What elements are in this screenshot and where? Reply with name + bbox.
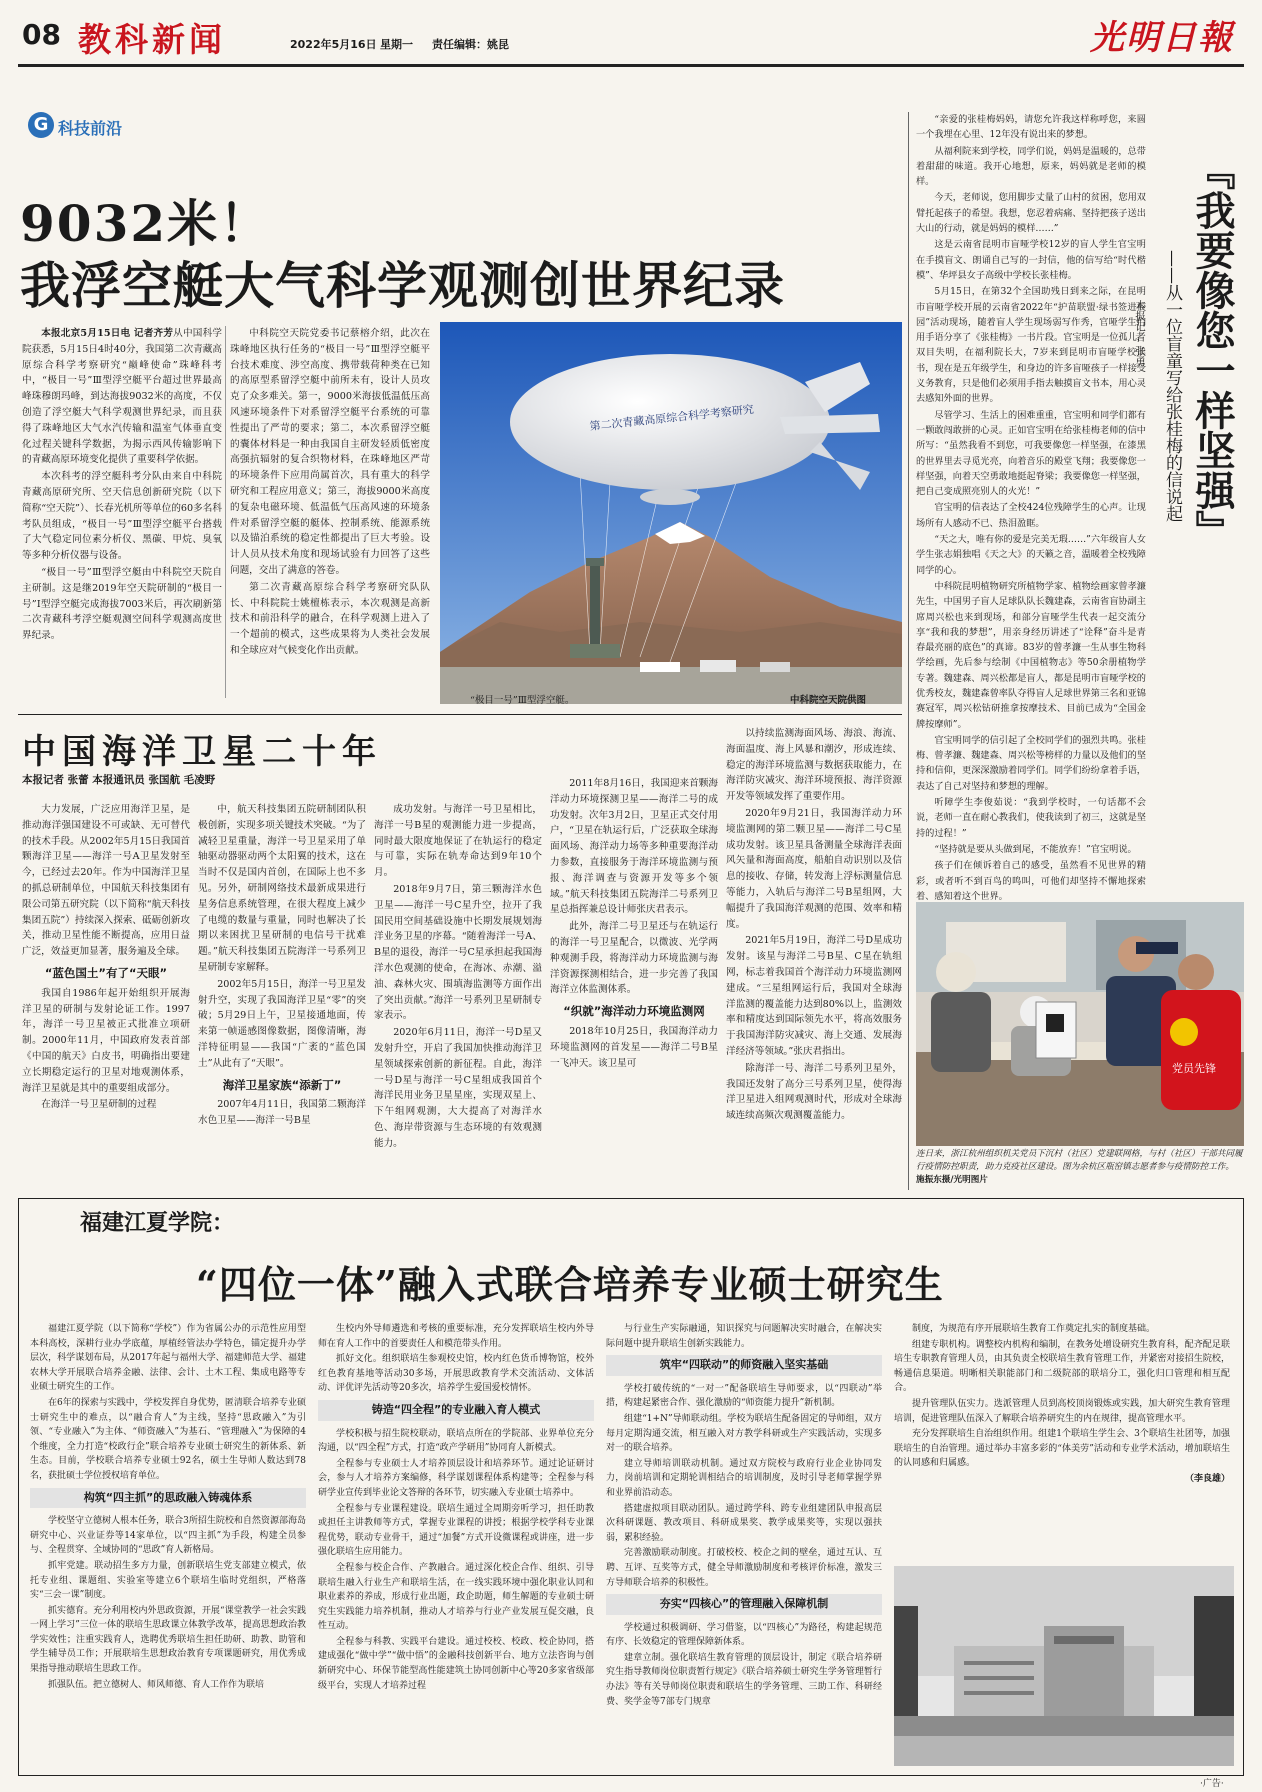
- article2-p14: 2020年9月21日，我国海洋动力环境监测网的第二颗卫星——海洋二号C星成功发射。该卫星具备测量全球海洋表面风矢量和海面高度，船舶自动识别以及信息的接收、存储，转发海上浮标测量信息等能力，入轨后与海洋二号B星组网，大幅提升了我国海洋观测的范围、效率和精度。: [726, 807, 902, 930]
- ad-p16: 组建“1+N”导师联动组。学校为联培生配备固定的导师组，双方每月定期沟通交流，相互融入对方教学科研或生产实践活动，实现多对一的联合培养。: [606, 1413, 882, 1454]
- article2-p3: 在海洋一号卫星研制的过程: [41, 1099, 157, 1111]
- ad-p5: 抓实德育。充分利用校内外思政资源，开展“课堂教学一社会实践一网上学习”三位一体的联培生思政课立体教学改革，提高思想政治教学实效性；注重实践育人，选聘优秀联培生担任助研、助教、助管和学生辅导员工作；开展联培生思想政治教育专项课题研究，用优秀成果指导推动联培生思政工作。: [30, 1605, 306, 1675]
- article1-p3: “极目一号”Ⅲ型浮空艇由中科院空天院自主研制。这是继2019年空天院研制的“极目一号”Ⅰ型浮空艇完成海拔7003米后，再次刷新第二次青藏科考浮空艇观测空间科学观测高度世界纪录。: [22, 566, 222, 642]
- article3-p4: 这是云南省昆明市盲哑学校12岁的盲人学生官宝明在手摸盲文、朗诵自己写的一封信，他的信写给“时代楷模”、华坪县女子高级中学校长张桂梅。: [916, 239, 1146, 281]
- article1-lead: 本报北京5月15日电 记者齐芳: [41, 328, 174, 339]
- article2-p7: 成功发射。与海洋一号卫星相比，海洋一号B星的观测能力进一步提高，同时最大限度地保证了在轨运行的稳定与可靠，实际在轨寿命达到9年10个月。: [374, 804, 542, 879]
- ad-p17: 建立导师培训联动机制。通过双方院校与政府行业企业协同发力，岗前培训和定期轮训相结合的培训制度，及时引导老师掌握学界和业界前沿动态。: [606, 1458, 882, 1498]
- article2-title: 中国海洋卫星二十年: [22, 732, 382, 772]
- ad-p8: 抓好文化。组织联培生参观校史馆，校内红色货币博物馆，校外红色教育基地等活动30多场，开展思政教育学术交流活动、文体活动、评优评先活动等20多次，培养学生爱国爱校情怀。: [318, 1354, 594, 1394]
- article3-body: [916, 112, 1146, 902]
- article3-p1: “亲爱的张桂梅妈妈，请您允许我这样称呼您，来圆一个我埋在心里、12年没有说出来的梦想。: [916, 114, 1146, 141]
- ad-column-2: [318, 1322, 594, 1766]
- section-title: 教科新闻: [78, 20, 226, 59]
- article3-byline: 本报记者 张勇: [1134, 300, 1146, 367]
- masthead-weekday: 星期一: [380, 38, 413, 51]
- ad-label: ·广告·: [1200, 1779, 1224, 1789]
- ad-kicker: 福建江夏学院：: [80, 1211, 235, 1236]
- article2-p2: 我国自1986年起开始组织开展海洋卫星的研制与发射论证工作。1997年，海洋一号卫星被正式批准立项研制。2000年11月，中国政府发表首部《中国的航天》白皮书，明确指出要建立长期稳定运行的卫星对地观测体系，海洋卫星就是其中的重要组成部分。: [22, 987, 190, 1094]
- ad-p24: 提升管理队伍实力。选派管理人员到高校顶岗锻炼或实践，加大研究生教育管理培训，促进管理队伍深入了解联合培养研究生的内在规律，提高管理水平。: [894, 1398, 1230, 1424]
- ad-p10: 全程参与专业硕士人才培养顶层设计和培养环节。通过论证研讨会，参与人才培养方案编修，科学谋划课程体系构建等；全程参与科研学业宣传到毕业论文答辩的各环节，切实融入专业硕士培养中。: [318, 1458, 594, 1498]
- masthead-editor: 责任编辑：姚昆: [432, 38, 509, 51]
- article2-p13: 以持续监测海面风场、海浪、海流、海面温度、海上风暴和潮汐，形成连续、稳定的海洋环境监测与数据获取能力，在海洋防灾减灾、海洋环境预报、海洋资源开发等领域发挥了重要作用。: [726, 728, 902, 803]
- g-logo-icon: G: [28, 112, 54, 138]
- article2-p4: 中，航天科技集团五院研制团队积极创新，实现多项关键技术突破。“为了减轻卫星重量，海洋一号卫星采用了单轴驱动器驱动两个太阳翼的技术，这在当时不仅是国内首创，在国际上也不多见。另外，研制网络技术最新成果进行星务信息系统管理，在很大程度上减少了电缆的数量与重量，同时也解决了长期以来困扰卫星研制的电信号干扰难题。”航天科技集团五院海洋一号系列卫星研制专家解释。: [198, 804, 366, 973]
- ad-p9: 学校积极与招生院校联动，联培点所在的学院部、业界单位充分沟通，以“四全程”方式，打造“政产学研用”协同育人新模式。: [318, 1428, 594, 1454]
- airship-credit: 中科院空天院供图: [790, 695, 867, 706]
- article1-column-1: [22, 326, 222, 698]
- page-number: 08: [22, 18, 61, 51]
- article3-p10: 官宝明同学的信引起了全校同学们的强烈共鸣。张桂梅、曾孝濂、魏建森、周兴松等榜样的力量以及他们的坚持和信仰，更深深激励着同学们。同学们纷纷拿着手语，表达了自己对坚持和梦想的理解。: [916, 734, 1146, 792]
- ad-p4: 抓牢党建。联动招生多方力量，创新联培生党支部建立模式，依托专业组、课题组、实验室等建立6个联培生临时党组织，严格落实“三会一课”制度。: [30, 1560, 306, 1601]
- article3-subtitle: ——从一位盲童写给张桂梅的信说起: [1162, 250, 1182, 522]
- article1-p4: 中科院空天院党委书记蔡榕介绍，此次在珠峰地区执行任务的“极目一号”Ⅲ型浮空艇平台技术难度、涉空高度、携带载荷种类在已知的高原型系留浮空艇中前所未有，设计人员攻克了众多难关。第一，9000米海拔低温低压高风速环境条件下对系留浮空艇平台系统的可靠性提出了严苛的要求；第二，本次系留浮空艇的囊体材料是一种由我国自主研发轻质低密度高强抗辐射的复合织物材料，在珠峰地区严苛的环境条件下应用尚属首次，具有重大的科学研究和工程应用意义；第三，海拔9000米高度的复杂电磁环境、低温低气压高风速的环境条件对系留浮空艇的艇体、控制系统、能源系统以及锚泊系统的稳定性都提出了巨大考验。设计人员从技术角度和现场试验有力回答了这些问题，交出了满意的答卷。: [230, 328, 430, 576]
- article3-title: 『我要像您一样坚强』: [1189, 150, 1236, 550]
- article2-p11: 此外，海洋二号卫星还与在轨运行的海洋一号卫星配合，以微波、光学两种观测手段，将海洋动力环境监测与海洋资源探测相结合，进一步完善了我国海洋立体监测体系。: [550, 921, 718, 996]
- ad-p11: 全程参与专业课程建设。联培生通过全周期旁听学习，担任助教或担任主讲教师等方式，掌握专业课程的讲授；根据学校学科专业课程优势，联动专业骨干，通过“加餐”方式开设微课程或讲座，进一步强化联培生应用能力。: [318, 1503, 594, 1558]
- article2-p6: 2007年4月11日，我国第二颗海洋水色卫星——海洋一号B星: [198, 1099, 366, 1127]
- article3-p2: 从福利院来到学校，同学们说，妈妈是温暖的，总带着甜甜的味道。我开心地想，原来，妈妈就是老师的模样。: [916, 145, 1146, 188]
- section-rule: [18, 714, 902, 715]
- article1-title-line2: 我浮空艇大气科学观测创世界纪录: [20, 256, 785, 315]
- article2-column-1: [22, 802, 190, 1182]
- ad-p23: 组建专职机构。调整校内机构和编制，在教务处增设研究生教育科，配齐配足联培生专职教育管理人员，由其负责全校联培生教育管理工作，并紧密对接招生院校，畅通信息渠道。明晰相关职能部门和二级院部的联培分工，强化归口管理和相互配合。: [894, 1339, 1230, 1394]
- article3-p7: 官宝明的信表达了全校424位残障学生的心声。让现场所有人感动不已、热泪盈眶。: [916, 502, 1146, 529]
- ad-p3: 学校坚守立德树人根本任务，联合3所招生院校和自然资源部海岛研究中心、兴业证券等14家单位，以“四主抓”为手段，构建全员参与、全程贯穿、全域协同的“思政”育人新格局。: [30, 1516, 306, 1556]
- article2-byline: 本报记者 张蕾 本报通讯员 张国航 毛凌野: [22, 774, 216, 786]
- ad-box-head-3: 筑牢“四联动”的师资融入坚实基础: [606, 1355, 882, 1376]
- ad-p22: 制度，为规范有序开展联培生教育工作奠定扎实的制度基础。: [912, 1324, 1156, 1334]
- article2-subhead-2: 海洋卫星家族“添新丁”: [222, 1077, 342, 1092]
- column-tag: 科技前沿: [58, 119, 123, 138]
- airship-caption: “极目一号”Ⅲ型浮空艇。: [470, 695, 575, 706]
- masthead-date: 2022年5月16日: [290, 38, 377, 51]
- article1-p1: 从中国科学院获悉，5月15日4时40分，我国第二次青藏高原综合科学考察研究“巅峰使命”珠峰科考中，“极目一号”Ⅲ型浮空艇平台超过世界最高峰珠穆朗玛峰，到达海拔9032米的高度，不仅创造了浮空艇大气科学观测世界纪录，而且获得了珠峰地区大气水汽传输和温室气体垂直变化过程关键科学数据，为揭示西风传输影响下的青藏高原环境变化提供了重要科学依据。: [22, 328, 222, 466]
- campus-photo: [894, 1566, 1234, 1766]
- ad-p18: 搭建虚拟项目联动团队。通过跨学科、跨专业组建团队申报高层次科研课题、教改项目、科研成果奖、教学成果奖等，实现以强扶弱，累积经验。: [606, 1503, 882, 1543]
- ad-box-head-2: 铸造“四全程”的专业融入育人模式: [318, 1400, 594, 1421]
- article2-column-4: [550, 776, 718, 1182]
- article3-p6: 尽管学习、生活上的困难重重，官宝明和同学们都有一颗敢闯敢拼的心灵。正如官宝明在给张桂梅老师的信中所写：“虽然我看不到您，可我要像您一样坚强，在漆黑的世界里去寻觅光亮，向着音乐的殿堂飞翔；我要像您一样坚强，向着天空勇敢地挺起脊梁；我要像您一样坚强，把自己变成照亮别人的火光！”: [916, 409, 1146, 498]
- article3-p8: “天之大，唯有你的爱是完美无瑕……”六年级盲人女学生张志娟独唱《天之大》的天籁之音，温暖着全校残障同学的心。: [916, 534, 1146, 576]
- volunteers-credit: 施振东摄/光明图片: [916, 1175, 988, 1185]
- airship-label: 第二次青藏高原综合科学考察研究: [588, 402, 755, 433]
- volunteers-caption: [916, 1148, 1244, 1187]
- article3-p11: 听障学生李俊茹说：“我到学校时，一句话都不会说，老师一直在耐心教我们，使我读到了初三，这就是坚持的过程！”: [916, 797, 1146, 839]
- ad-p2: 在6年的探索与实践中，学校发挥自身优势，匿清联合培养专业硕士研究生中的难点，以“融合育人”为主线，坚持“思政融入”为引领、“专业融入”为主体、“师资融入”为基石、“管理融入”为保障的4个维度，全力打造“校政行企”联合培养专业硕士研究生的新体系、新生态。目前，学校联合培养专业硕士92名，硕士生导师人数达到78名，获批硕士学位授权培育单位。: [30, 1397, 306, 1481]
- ad-box-head-1: 构筑“四主抓”的思政融入铸魂体系: [30, 1488, 306, 1509]
- article3-p13: 孩子们在倾诉着自己的感受，虽然看不见世界的精彩，或者听不到百鸟的鸣叫，可他们却坚持不懈地探索着、感知着这个世界。: [916, 860, 1146, 902]
- ad-box-head-4: 夯实“四核心”的管理融入保障机制: [606, 1594, 882, 1615]
- ad-signature: （李良雄）: [1184, 1473, 1230, 1484]
- article2-p1: 大力发展，广泛应用海洋卫星，是推动海洋强国建设不可或缺、无可替代的技术手段。从2002年5月15日我国首颗海洋卫星——海洋一号A卫星发射至今，已经过去20年。作为中国海洋卫星的抓总研制单位，中国航天科技集团有限公司第五研究院（以下简称“航天科技集团五院”）持续深入探索、砥砺创新攻关，推动卫星性能不断提高，应用日益广泛，效益更加显著，服务遍及全球。: [22, 804, 190, 958]
- article2-column-5: [726, 726, 902, 1182]
- newspaper-logo: 光明日報: [1090, 18, 1234, 58]
- column-divider: [908, 112, 909, 1190]
- ad-p20: 学校通过积极调研、学习借鉴，以“四核心”为路径，构建起规范有序、长效稳定的管理保障新体系。: [606, 1622, 882, 1648]
- article2-column-3: [374, 802, 542, 1182]
- ad-column-3: [606, 1322, 882, 1766]
- article2-subhead-3: “织就”海洋动力环境监测网: [563, 1004, 705, 1019]
- article2-p15: 2021年5月19日，海洋二号D星成功发射。该星与海洋二号B星、C星在轨组网，标志着我国首个海洋动力环境监测网建成。“三星组网运行后，我国对全球海洋监测的覆盖能力达到80%以上，监测效率和精度达到国际领先水平，将高效服务于我国海洋防灾减灾、海上交通、发展海洋经济等领域。”张庆君指出。: [726, 935, 902, 1057]
- ad-p7: 生校内外导师遴选和考核的重要标准，充分发挥联培生校内外导师在育人工作中的首要责任人和模范带头作用。: [318, 1324, 594, 1349]
- article1-p2: 本次科考的浮空艇科考分队由来自中科院青藏高原研究所、空天信息创新研究院（以下简称“空天院”）、长春光机所等单位的60多名科考队员组成，“极目一号”Ⅲ型浮空艇平台搭载了大气稳定同位素分析仪、黑碳、甲烷、臭氧等多种分析仪器与设备。: [22, 471, 222, 562]
- article2-column-2: [198, 802, 366, 1182]
- ad-p13: 全程参与科教、实践平台建设。通过校校、校政、校企协同，搭建成强化“做中学”“做中悟”的金融科技创新平台、地方立法咨询与创新研究中心、环保节能型高性能建筑土协同创新中心等20多家省级部级平台，实现人才培养过程: [318, 1636, 594, 1691]
- article3-p3: 今天，老师说，您用脚步丈量了山村的贫困，您用双臂托起孩子的希望。我想，您忍着病痛、坚持把孩子送出大山的行动，就是妈妈的模样……”: [916, 192, 1146, 235]
- column-divider: [225, 326, 226, 698]
- masthead-rule: [18, 64, 1244, 67]
- ad-p6: 抓强队伍。把立德树人、师风师德、育人工作作为联培: [48, 1679, 265, 1690]
- article2-p9: 2020年6月11日，海洋一号D星又发射升空，开启了我国加快推动海洋卫星领域探索创新的新征程。自此，海洋一号D星与海洋一号C星组成我国首个海洋民用业务卫星星座，实现双星上、下午组网观测，大大提高了对海洋水色、海岸带资源与生态环境的有效观测能力。: [374, 1027, 542, 1149]
- article1-title-line1: 9032米！: [20, 194, 272, 253]
- article2-p16: 除海洋一号、海洋二号系列卫星外，我国还发射了高分三号系列卫星，使得海洋卫星进入组网观测时代，形成对全球海域连续高频次观测覆盖能力。: [726, 1062, 902, 1122]
- article2-p5: 2002年5月15日，海洋一号卫星发射升空，实现了我国海洋卫星“零”的突破；5月29日上午，卫星接通地面，传来第一帧遥感图像数据，图像清晰，海洋特征明显——我国“广袤的“蓝色国土”从此有了“天眼”。: [198, 978, 366, 1069]
- ad-p19: 完善激励联动制度。打破校校、校企之间的壁垒，通过互认、互聘、互评、互奖等方式，健全导师激励制度和考核评价标准，激发三方导师联合培养的积极性。: [606, 1548, 882, 1588]
- ad-title: “四位一体”融入式联合培养专业硕士研究生: [196, 1262, 944, 1307]
- article3-p5: 5月15日，在第32个全国助残日到来之际，在昆明市盲哑学校开展的云南省2022年“护苗联盟·绿书签进校园”活动现场，随着盲人学生现场弱写作秀，官哑学生们用手语分享了《张桂梅》一书片段。官宝明是一位孤儿，双目失明，在福利院长大，7岁来到昆明市盲哑学校读书，现在是五年级学生，和身边的许多盲哑孩子一样接受义务教育，只是他们必须用手指去触摸盲文书本，用心灵去感知外面的世界。: [916, 286, 1146, 405]
- article2-p8: 2018年9月7日，第三颗海洋水色卫星——海洋一号C星升空，拉开了我国民用空间基础设施中长期发展规划海洋业务卫星的序幕。“随着海洋一号A、B星的退役，海洋一号C星承担起我国海洋水色观测的使命，在海冰、赤潮、溢油、森林火灾、围填海监测等方面作出了突出贡献。”海洋一号系列卫星研制专家表示。: [374, 883, 542, 1022]
- volunteers-photo: [916, 902, 1244, 1146]
- ad-p14: 与行业生产实际融通，知识探究与问题解决实时融合，在解决实际问题中提升联培生创新实践能力。: [606, 1324, 882, 1349]
- airship-photo: [440, 322, 902, 704]
- article1-p5: 第二次青藏高原综合科学考察研究队队长、中科院院士姚檀栋表示，本次观测是高新技术和前沿科学的融合，在科学观测上进入了一个超前的模式，这些成果将为人类社会发展和全球应对气候变化作出贡献。: [230, 581, 430, 656]
- article2-subhead-1: “蓝色国土”有了“天眼”: [44, 965, 168, 980]
- ad-p25: 充分发挥联培生自治组织作用。组建1个联培生学生会、3个联培生社团等，加强联培生的自治管理。通过举办丰富多彩的“体美劳”活动和专业学术活动，增加联培生的认同感和归属感。: [894, 1429, 1230, 1469]
- volunteers-caption-text: 连日来，浙江杭州组织机关党员下沉村（社区）党建联网格，与村（社区）干部共同履行疫情防控职责，助力克疫社区建设。图为余杭区瓶窑镇志愿者参与疫情防控工作。: [916, 1149, 1243, 1172]
- vest-banner: 党员先锋: [1172, 1062, 1216, 1075]
- ad-p15: 学校打破传统的“一对一”配备联培生导师要求，以“四联动”举措，构建起紧密合作、强化激励的“师资能力提升”新机制。: [606, 1383, 882, 1409]
- ad-column-1: [30, 1322, 306, 1766]
- article1-column-2: [230, 326, 430, 698]
- article3-p12: “坚持就是要从头做到尾，不能放弃！”官宝明说。: [934, 843, 1137, 855]
- ad-p21: 建章立制。强化联培生教育管理的顶层设计，制定《联合培养研究生指导教师岗位职责暂行规定》《联合培养硕士研究生学务管理暂行办法》等有关导师岗位职责和联培生的学务管理、三助工作、科研经费、奖学金等7部专门规章: [606, 1652, 882, 1707]
- ad-p1: 福建江夏学院（以下简称“学校”）作为省属公办的示范性应用型本科高校，深耕行业办学底蕴，厚植经管法办学特色，锚定提升办学层次，科学谋划布局，从2017年起与福州大学、福建师范大学、福建农林大学开展联合培养金融、法律、会计、土木工程、集成电路等专业硕士研究生的工作。: [30, 1324, 306, 1393]
- article2-p12: 2018年10月25日，我国海洋动力环境监测网的首发星——海洋二号B星一飞冲天。该卫星可: [550, 1025, 718, 1069]
- article3-p9: 中科院昆明植物研究所植物学家、植物绘画家曾孝濂先生，中国男子盲人足球队队长魏建森，云南省盲协副主席周兴松也来到现场，和部分盲哑学生代表一起交流分享“我和我的梦想”，用亲身经历讲述了“诠释”奋斗是青春最亮丽的底色”的真谛。83岁的曾孝濂一生从事生物科学绘画，先后参与绘制《中国植物志》等50余册植物学专著。魏建森、周兴松都是盲人，都是昆明市盲哑学校的优秀校友，魏建森曾率队夺得盲人足球世界第三名和亚锦赛冠军，周兴松钻研推拿按摩技术、目前已成为“全国金牌按摩师”。: [916, 580, 1146, 730]
- article2-p10: 2011年8月16日，我国迎来首颗海洋动力环境探测卫星——海洋二号的成功发射。次年3月2日，卫星正式交付用户，“卫星在轨运行后，广泛获取全球海面风场、海洋动力场等多种重要海洋动力参数，直接服务于海洋环境监测与预报、海洋调查与资源开发等多个领域。”航天科技集团五院海洋二号系列卫星总指挥兼总设计师张庆君表示。: [550, 778, 718, 916]
- ad-p12: 全程参与校企合作、产教融合。通过深化校企合作、组织、引导联培生融入行业生产和联培生活，在一线实践环境中强化职业认同和职业素养的养成，形成行业出题，政企助题，师生解题的专业硕士研究生实践能力培养机制，推动人才培养与行业产业发展互促交融，良性互动。: [318, 1562, 594, 1632]
- ad-column-4: [894, 1322, 1230, 1560]
